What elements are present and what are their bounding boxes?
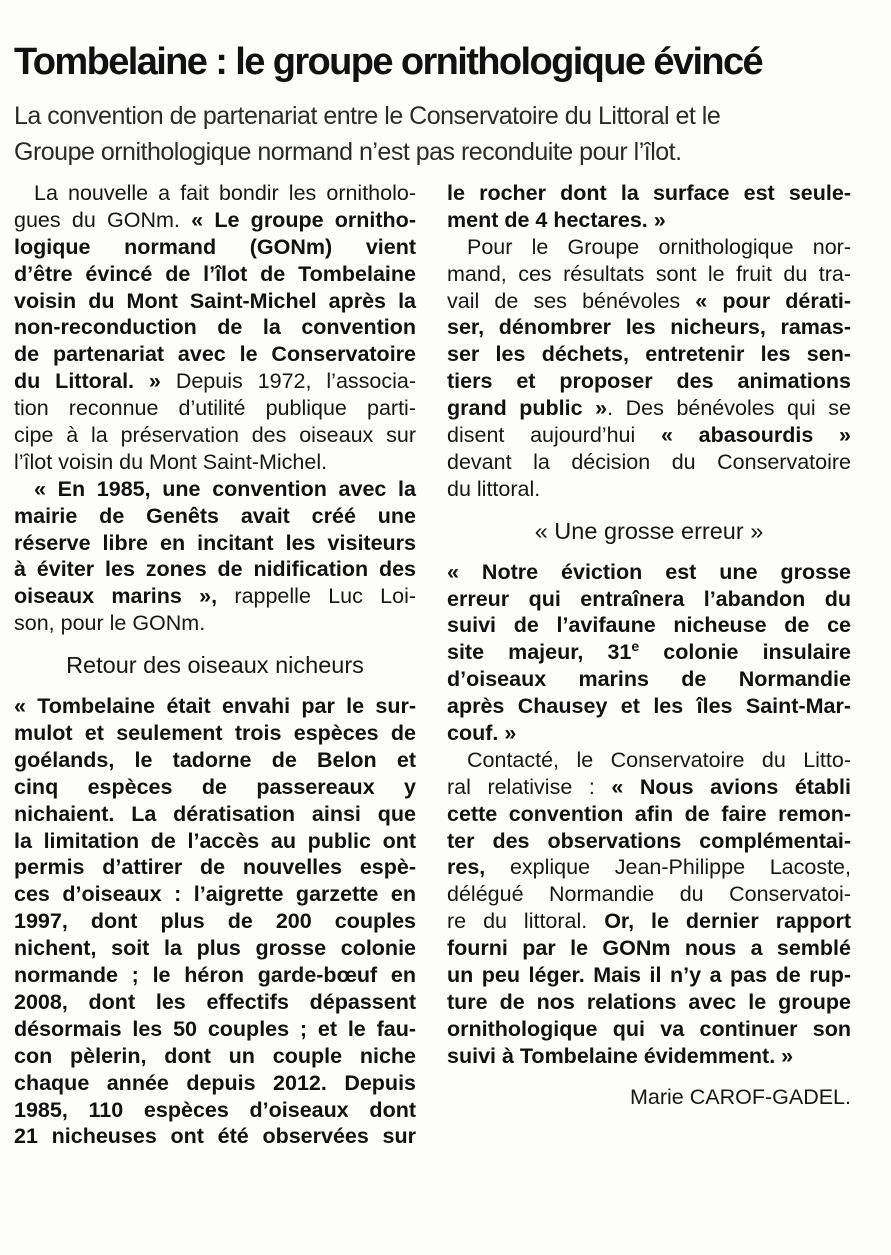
quote-run: « Notre éviction est une grosse xyxy=(447,559,851,584)
text-line xyxy=(14,1097,416,1124)
quote-run: « Le groupe ornitho- xyxy=(191,207,416,232)
text-line xyxy=(14,368,416,395)
quote-run: goélands, le tadorne de Belon et xyxy=(14,747,416,772)
text-line xyxy=(447,962,851,989)
quote-run: du Littoral. » xyxy=(14,369,161,394)
text-run: vail de ses bénévoles xyxy=(447,288,696,313)
text-line xyxy=(14,1070,416,1097)
subhead-erreur: « Une grosse erreur » xyxy=(534,517,764,544)
text-line xyxy=(14,881,416,908)
text-line xyxy=(447,935,851,962)
lead-line: La convention de partenariat entre le Conservatoire du Littoral et le xyxy=(14,102,721,130)
text-line xyxy=(447,801,851,828)
text-line xyxy=(14,828,416,855)
quote-run: erreur qui entraînera l’abandon du xyxy=(447,586,851,611)
text-line xyxy=(14,556,416,583)
quote-run: Or, le dernier rapport xyxy=(604,909,851,934)
text-line xyxy=(14,503,416,530)
author-signature: Marie CAROF-GADEL. xyxy=(629,1084,851,1109)
text-line xyxy=(14,720,416,747)
quote-run: grand public » xyxy=(447,396,608,421)
quote-run: « Nous avions établi xyxy=(611,774,851,799)
text-line xyxy=(447,559,851,586)
quote-run: de partenariat avec le Conservatoire xyxy=(14,342,416,367)
quote-run: nichaient. La dératisation ainsi que xyxy=(14,801,416,826)
quote-run: ment de 4 hectares. » xyxy=(447,207,666,232)
quote-run: permis d’attirer de nouvelles espè- xyxy=(14,855,416,880)
text-line xyxy=(447,368,851,395)
text-line: La nouvelle a fait bondir les ornitholo- xyxy=(34,181,416,205)
text-line: cipe à la préservation des oiseaux sur xyxy=(14,423,416,448)
quote-run: le rocher dont la surface est seule- xyxy=(447,181,851,205)
text-line xyxy=(14,962,416,989)
quote-run: un peu léger. Mais il n’y a pas de rup- xyxy=(447,963,851,988)
quote-run: ornithologique qui va continuer son xyxy=(447,1016,851,1041)
text-line xyxy=(447,639,851,666)
text-line xyxy=(14,854,416,881)
quote-run: « Tombelaine était envahi par le sur- xyxy=(14,694,416,719)
quote-run: oiseaux marins », xyxy=(14,584,218,609)
text-line: devant la décision du Conservatoire xyxy=(447,449,851,474)
quote-run: réserve libre en incitant les visiteurs xyxy=(14,530,416,555)
text-line xyxy=(447,586,851,613)
quote-run: cinq espèces de passereaux y xyxy=(14,774,416,799)
quote-run: 21 nicheuses ont été observées sur xyxy=(14,1124,416,1149)
text-line xyxy=(447,720,851,747)
text-line xyxy=(447,666,851,693)
quote-run: tiers et proposer des animations xyxy=(447,369,851,394)
quote-run: ser les déchets, entretenir les sen- xyxy=(447,342,851,367)
text-line: tion reconnue d’utilité publique parti- xyxy=(14,396,416,421)
text-line: Pour le Groupe ornithologique nor- xyxy=(467,234,851,259)
text-run: . Des bénévoles qui se xyxy=(607,396,851,421)
quote-run: 1985, 110 espèces d’oiseaux dont xyxy=(14,1097,416,1122)
text-line xyxy=(14,207,416,234)
quote-run: « En 1985, une convention avec la xyxy=(34,476,416,501)
spacer xyxy=(447,1070,851,1084)
article-headline: Tombelaine : le groupe ornithologique évincé xyxy=(14,41,763,83)
text-line xyxy=(447,908,851,935)
article-column-left xyxy=(14,180,416,1150)
quote-run: d’être évincé de l’îlot de Tombelaine xyxy=(14,261,416,286)
text-line xyxy=(14,935,416,962)
text-line xyxy=(14,1123,416,1150)
text-line xyxy=(447,207,851,234)
text-line xyxy=(447,288,851,315)
quote-run: cette convention afin de faire remon- xyxy=(447,801,851,826)
text-line xyxy=(14,476,416,503)
text-line xyxy=(14,261,416,288)
quote-run: à éviter les zones de nidification des xyxy=(14,557,416,582)
quote-run: 1997, dont plus de 200 couples xyxy=(14,909,416,934)
quote-run: couf. » xyxy=(447,721,517,746)
quote-run: mairie de Genêts avait créé une xyxy=(14,503,416,528)
text-line xyxy=(447,854,851,881)
text-line xyxy=(14,747,416,774)
text-line xyxy=(14,314,416,341)
text-line xyxy=(14,801,416,828)
text-run: explique Jean-Philippe Lacoste, xyxy=(485,855,851,880)
quote-run: « pour dérati- xyxy=(695,288,851,313)
text-line xyxy=(447,1016,851,1043)
quote-run: mulot et seulement trois espèces de xyxy=(14,721,416,746)
text-line: l’îlot voisin du Mont Saint-Michel. xyxy=(14,449,328,474)
text-line xyxy=(447,314,851,341)
text-line xyxy=(14,989,416,1016)
article-lead xyxy=(14,98,874,170)
article-column-right xyxy=(447,180,851,1111)
lead-line: Groupe ornithologique normand n’est pas reconduite pour l’îlot. xyxy=(14,138,682,166)
text-line xyxy=(447,180,851,207)
text-line xyxy=(447,989,851,1016)
text-run: site majeur, 31 xyxy=(447,640,632,665)
quote-run: suivi à Tombelaine évidemment. » xyxy=(447,1043,794,1068)
text-line xyxy=(14,1043,416,1070)
quote-run: ser, dénombrer les nicheurs, ramas- xyxy=(447,315,851,340)
text-line xyxy=(14,583,416,610)
quote-run: chaque année depuis 2012. Depuis xyxy=(14,1070,416,1095)
text-line xyxy=(447,693,851,720)
quote-run: ture de nos relations avec le groupe xyxy=(447,989,851,1014)
text-line xyxy=(14,1016,416,1043)
text-line xyxy=(447,395,851,422)
text-run: disent aujourd’hui xyxy=(447,423,661,448)
quote-run xyxy=(447,640,851,664)
quote-run: normande ; le héron garde-bœuf en xyxy=(14,963,416,988)
text-line xyxy=(447,612,851,639)
quote-run: d’oiseaux marins de Normandie xyxy=(447,667,851,692)
quote-run: suivi de l’avifaune nicheuse de ce xyxy=(447,613,851,638)
quote-run: ter des observations complémentai- xyxy=(447,828,851,853)
quote-run: res, xyxy=(447,855,486,880)
text-line xyxy=(14,288,416,315)
text-run: gues du GONm. xyxy=(14,207,192,232)
text-line: son, pour le GONm. xyxy=(14,611,206,636)
quote-run: voisin du Mont Saint-Michel après la xyxy=(14,288,416,313)
text-line xyxy=(14,530,416,557)
quote-run: non-reconduction de la convention xyxy=(14,315,416,340)
quote-run: 2008, dont les effectifs dépassent xyxy=(14,989,416,1014)
text-line xyxy=(447,341,851,368)
subhead-retour: Retour des oiseaux nicheurs xyxy=(66,652,364,679)
text-line: délégué Normandie du Conservatoi- xyxy=(447,882,851,907)
text-line xyxy=(14,774,416,801)
text-run: ral relativise : xyxy=(447,774,612,799)
quote-run: « abasourdis » xyxy=(660,423,851,448)
text-run: re du littoral. xyxy=(447,909,605,934)
text-line xyxy=(447,774,851,801)
text-line: mand, ces résultats sont le fruit du tra- xyxy=(447,261,851,286)
quote-run: désormais les 50 couples ; et le fau- xyxy=(14,1016,416,1041)
quote-run: la limitation de l’accès au public ont xyxy=(14,828,416,853)
text-run: Depuis 1972, l’associa- xyxy=(160,369,417,394)
quote-run: fourni par le GONm nous a semblé xyxy=(447,936,851,961)
text-line xyxy=(14,341,416,368)
text-line xyxy=(14,908,416,935)
text-run: colonie insulaire xyxy=(639,640,851,665)
quote-run: après Chausey et les îles Saint-Mar- xyxy=(447,694,851,719)
quote-run: con pèlerin, dont un couple niche xyxy=(14,1043,416,1068)
text-line xyxy=(447,828,851,855)
text-line xyxy=(447,422,851,449)
quote-run: nichent, soit la plus grosse colonie xyxy=(14,936,416,961)
quote-run: ces d’oiseaux : l’aigrette garzette en xyxy=(14,882,416,907)
text-line xyxy=(14,234,416,261)
text-line: du littoral. xyxy=(447,476,541,501)
text-line xyxy=(14,693,416,720)
superscript: e xyxy=(631,638,640,655)
quote-run: logique normand (GONm) vient xyxy=(14,234,416,259)
text-line: Contacté, le Conservatoire du Litto- xyxy=(467,747,851,772)
text-line xyxy=(447,1043,851,1070)
text-run: rappelle Luc Loi- xyxy=(217,584,417,609)
